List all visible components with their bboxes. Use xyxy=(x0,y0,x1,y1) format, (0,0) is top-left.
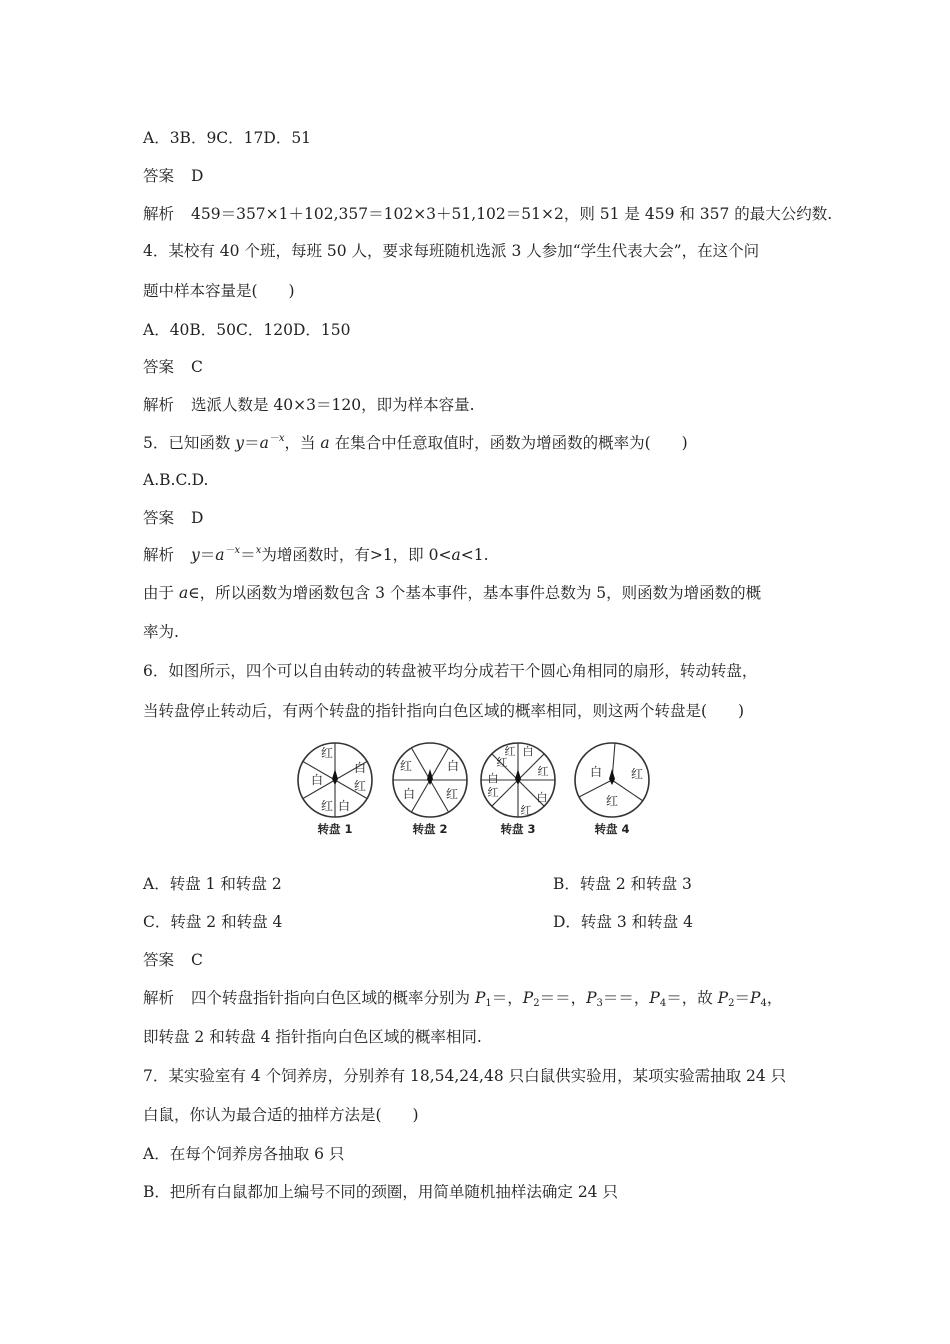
sector-label-red: 红 xyxy=(445,787,459,801)
sector-label-red: 红 xyxy=(399,759,413,773)
q3-answer: 答案 D xyxy=(143,167,204,185)
sector-label-red: 红 xyxy=(504,745,516,758)
option-b: B．转盘 2 和转盘 3 xyxy=(553,875,692,893)
sector-label-red: 红 xyxy=(520,804,532,817)
q5-analysis-line-2: 由于 a∈，所以函数为增函数包含 3 个基本事件，基本事件总数为 5，则函数为增函数的概 xyxy=(143,584,762,602)
q5-answer: 答案 D xyxy=(143,509,204,527)
sector-label-white: 白 xyxy=(536,791,548,804)
q5-stem: 5．已知函数 $y=a^{-x}$，当 a 在集合中任意取值时，函数为增函数的概率为( ) xyxy=(143,433,688,452)
q3-analysis: 解析 459＝357×1＋102,357＝102×3＋51,102＝51×2，则 51 是 459 和 357 的最大公约数. xyxy=(143,205,833,223)
sector-label-red: 红 xyxy=(320,746,334,760)
q4-analysis: 解析 选派人数是 40×3＝120，即为样本容量. xyxy=(143,396,475,414)
sector-label-red: 红 xyxy=(496,756,508,769)
q5-options: A.B.C.D. xyxy=(143,471,209,489)
sector-label-white: 白 xyxy=(402,787,416,801)
q6-options-row-2 xyxy=(143,912,693,932)
q3-options: A．3B．9C．17D．51 xyxy=(143,129,312,147)
q7-option-b: B．把所有白鼠都加上编号不同的颈圈，用简单随机抽样法确定 24 只 xyxy=(143,1183,618,1201)
spinner-caption: 转盘 2 xyxy=(412,822,448,836)
q4-answer: 答案 C xyxy=(143,358,203,376)
q7-option-a: A．在每个饲养房各抽取 6 只 xyxy=(143,1145,345,1163)
spinner-caption: 转盘 1 xyxy=(317,822,353,836)
q4-stem-line-2: 题中样本容量是( ) xyxy=(143,282,295,300)
sector-label-white: 白 xyxy=(589,765,603,779)
sector-label-white: 白 xyxy=(353,761,367,775)
option-a: A．转盘 1 和转盘 2 xyxy=(143,875,282,893)
q6-stem-line-1: 6．如图所示，四个可以自由转动的转盘被平均分成若干个圆心角相同的扇形，转动转盘， xyxy=(143,662,758,680)
sector-label-white: 白 xyxy=(522,745,534,758)
q5-analysis: 解析 $y=a^{-x}=^x$为增函数时，有>1，即 0<a<1. xyxy=(143,545,489,564)
q6-answer: 答案 C xyxy=(143,951,203,969)
spinner-4 xyxy=(575,743,649,836)
sector-label-red: 红 xyxy=(353,779,367,793)
spinner-caption: 转盘 3 xyxy=(500,822,536,836)
sector-label-red: 红 xyxy=(320,799,334,813)
q6-stem-line-2: 当转盘停止转动后，有两个转盘的指针指向白色区域的概率相同，则这两个转盘是( ) xyxy=(143,702,745,720)
option-d: D．转盘 3 和转盘 4 xyxy=(553,913,693,931)
option-c: C．转盘 2 和转盘 4 xyxy=(143,913,283,931)
q4-stem-line-1: 4．某校有 40 个班，每班 50 人，要求每班随机选派 3 人参加“学生代表大会”，在这个问 xyxy=(143,242,760,260)
q6-analysis-line-2: 即转盘 2 和转盘 4 指针指向白色区域的概率相同. xyxy=(143,1028,482,1046)
spinner-figure xyxy=(290,738,666,840)
sector-label-white: 白 xyxy=(487,772,499,785)
q7-stem-line-2: 白鼠，你认为最合适的抽样方法是( ) xyxy=(143,1106,419,1124)
q6-analysis: 解析 四个转盘指针指向白色区域的概率分别为 $P_1=$，$P_2==$，$P_3==$，$P_4=$，故 $P_2=P_4$， xyxy=(143,989,783,1009)
spinner-1 xyxy=(298,743,372,836)
sector-label-red: 红 xyxy=(630,767,644,781)
q4-options: A．40B．50C．120D．150 xyxy=(143,321,351,339)
sector-label-red: 红 xyxy=(605,794,619,808)
sector-label-white: 白 xyxy=(337,799,351,813)
sector-label-white: 白 xyxy=(446,759,460,773)
sector-label-red: 红 xyxy=(487,786,499,799)
spinner-caption: 转盘 4 xyxy=(594,822,630,836)
sector-label-white: 白 xyxy=(310,773,324,787)
spinner-3 xyxy=(481,743,555,836)
q6-options-row-1 xyxy=(143,874,692,894)
sector-label-red: 红 xyxy=(537,765,549,778)
spinner-2 xyxy=(393,743,467,836)
q5-analysis-line-3: 率为. xyxy=(143,623,179,641)
q7-stem-line-1: 7．某实验室有 4 个饲养房，分别养有 18,54,24,48 只白鼠供实验用，某项实验需抽取 24 只 xyxy=(143,1067,787,1085)
